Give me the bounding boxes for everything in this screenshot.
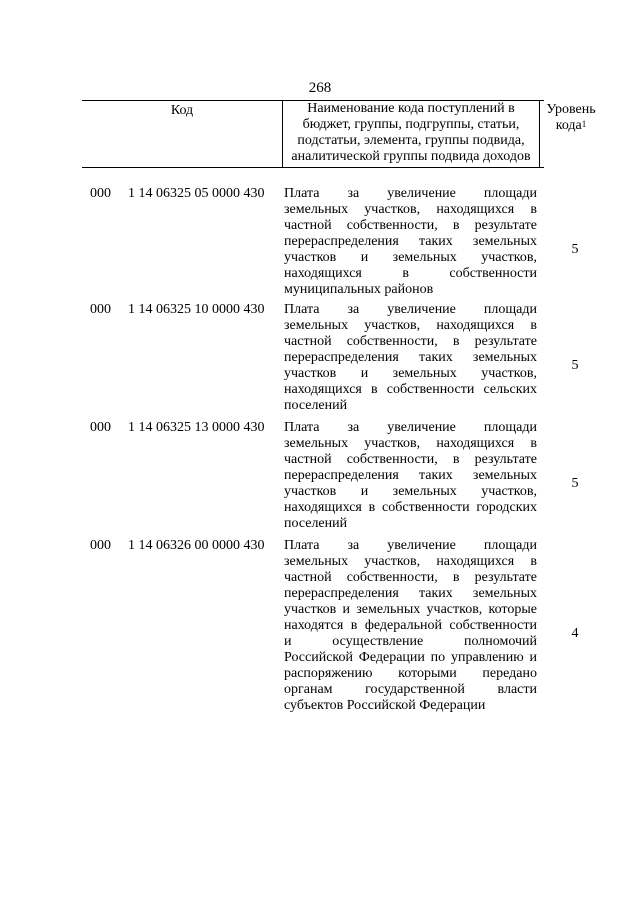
row-name-line: Плата за увеличение площади: [284, 186, 537, 201]
row-code: 1 14 06325 13 0000 430: [128, 420, 265, 435]
row-name-line: Российской Федерации по управлению и: [284, 650, 537, 665]
header-name-line: бюджет, группы, подгруппы, статьи,: [302, 117, 520, 132]
row-code: 1 14 06325 05 0000 430: [128, 186, 265, 201]
row-level: 5: [571, 358, 579, 373]
row-name-line: муниципальных районов: [284, 282, 434, 297]
row-name-line: распоряжению которыми передано: [284, 666, 537, 681]
row-name-line: частной собственности, в результате: [284, 570, 537, 585]
row-name-line: участков и земельных участков,: [284, 250, 537, 265]
row-name-line: Плата за увеличение площади: [284, 302, 537, 317]
row-name-line: участков и земельных участков, которые: [284, 602, 537, 617]
row-name-line: находятся в федеральной собственности: [284, 618, 537, 633]
row-name-line: участков и земельных участков,: [284, 484, 537, 499]
header-name-line: подстатьи, элемента, группы подвида,: [297, 133, 525, 148]
header-name: [282, 101, 540, 167]
footnote-marker: 1: [581, 119, 587, 129]
row-name-line: и осуществление полномочий: [284, 634, 537, 649]
row-name-line: находящихся в собственности городских: [284, 500, 537, 515]
row-name-line: Плата за увеличение площади: [284, 538, 537, 553]
row-name-line: поселений: [284, 398, 348, 413]
row-name: [284, 186, 537, 298]
row-name-line: земельных участков, находящихся в: [284, 318, 537, 333]
row-name-line: поселений: [284, 516, 348, 531]
row-level: 4: [571, 626, 579, 641]
row-code-prefix: 000: [90, 186, 111, 201]
row-code-prefix: 000: [90, 538, 111, 553]
row-name-line: частной собственности, в результате: [284, 218, 537, 233]
row-name-line: перераспределения таких земельных: [284, 586, 537, 601]
row-code: 1 14 06325 10 0000 430: [128, 302, 265, 317]
row-name-line: частной собственности, в результате: [284, 452, 537, 467]
header-level-kod: кода: [555, 118, 582, 133]
row-name-line: перераспределения таких земельных: [284, 234, 537, 249]
row-name-line: перераспределения таких земельных: [284, 468, 537, 483]
header-level-line1: Уровень: [546, 102, 596, 117]
row-name-line: находящихся в собственности: [284, 266, 537, 281]
header-level-line2: [539, 118, 603, 134]
row-name-line: органам государственной власти: [284, 682, 537, 697]
row-name-line: земельных участков, находящихся в: [284, 554, 537, 569]
header-name-line: аналитической группы подвида доходов: [291, 149, 531, 164]
row-name-line: земельных участков, находящихся в: [284, 202, 537, 217]
row-name-line: субъектов Российской Федерации: [284, 698, 486, 713]
row-name-line: находящихся в собственности сельских: [284, 382, 537, 397]
row-name-line: Плата за увеличение площади: [284, 420, 537, 435]
row-code-prefix: 000: [90, 420, 111, 435]
row-name: [284, 538, 537, 714]
row-code: 1 14 06326 00 0000 430: [128, 538, 265, 553]
row-level: 5: [571, 242, 579, 257]
row-level: 5: [571, 476, 579, 491]
header-code: Код: [170, 103, 194, 118]
page-number: 268: [308, 80, 332, 96]
row-name-line: частной собственности, в результате: [284, 334, 537, 349]
row-name-line: земельных участков, находящихся в: [284, 436, 537, 451]
row-name: [284, 420, 537, 532]
row-name-line: перераспределения таких земельных: [284, 350, 537, 365]
table-header: [82, 100, 596, 168]
header-name-line: Наименование кода поступлений в: [307, 101, 515, 116]
row-name-line: участков и земельных участков,: [284, 366, 537, 381]
row-code-prefix: 000: [90, 302, 111, 317]
header-level: [539, 101, 603, 168]
row-name: [284, 302, 537, 414]
